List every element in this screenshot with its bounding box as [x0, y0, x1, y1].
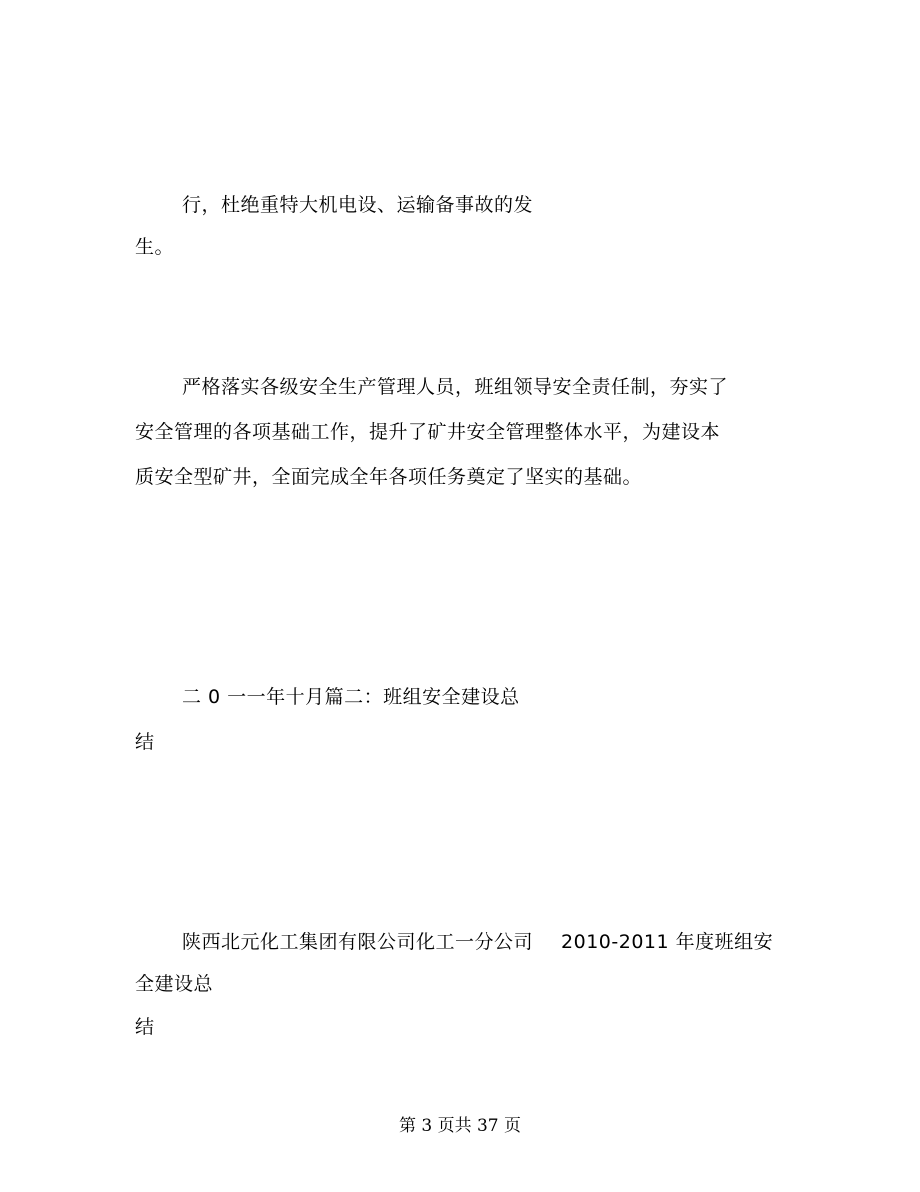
- page-number-footer: 第 3 页共 37 页: [398, 1116, 522, 1136]
- paragraph-2-line-2: 安全管理的各项基础工作，提升了矿井安全管理整体水平，为建设本: [135, 421, 721, 443]
- paragraph-4-line-2: 全建设总: [135, 973, 214, 995]
- company-name: 陕西北元化工集团有限公司化工一分公司: [182, 931, 534, 953]
- paragraph-4-line-3: 结: [135, 1016, 155, 1038]
- paragraph-2-line-3: 质安全型矿井，全面完成全年各项任务奠定了坚实的基础。: [135, 466, 643, 488]
- paragraph-3-line-1: 二 0 一一年十月篇二：班组安全建设总: [182, 686, 520, 708]
- paragraph-1-line-1: 行，杜绝重特大机电设、运输备事故的发: [182, 194, 534, 216]
- paragraph-3-line-2: 结: [135, 731, 155, 753]
- paragraph-2-line-1: 严格落实各级安全生产管理人员，班组领导安全责任制，夯实了: [182, 376, 729, 398]
- year-range-text: 2010-2011 年度班组安: [561, 931, 774, 953]
- paragraph-4-line-1: [182, 930, 773, 954]
- paragraph-1-line-2: 生。: [135, 236, 175, 258]
